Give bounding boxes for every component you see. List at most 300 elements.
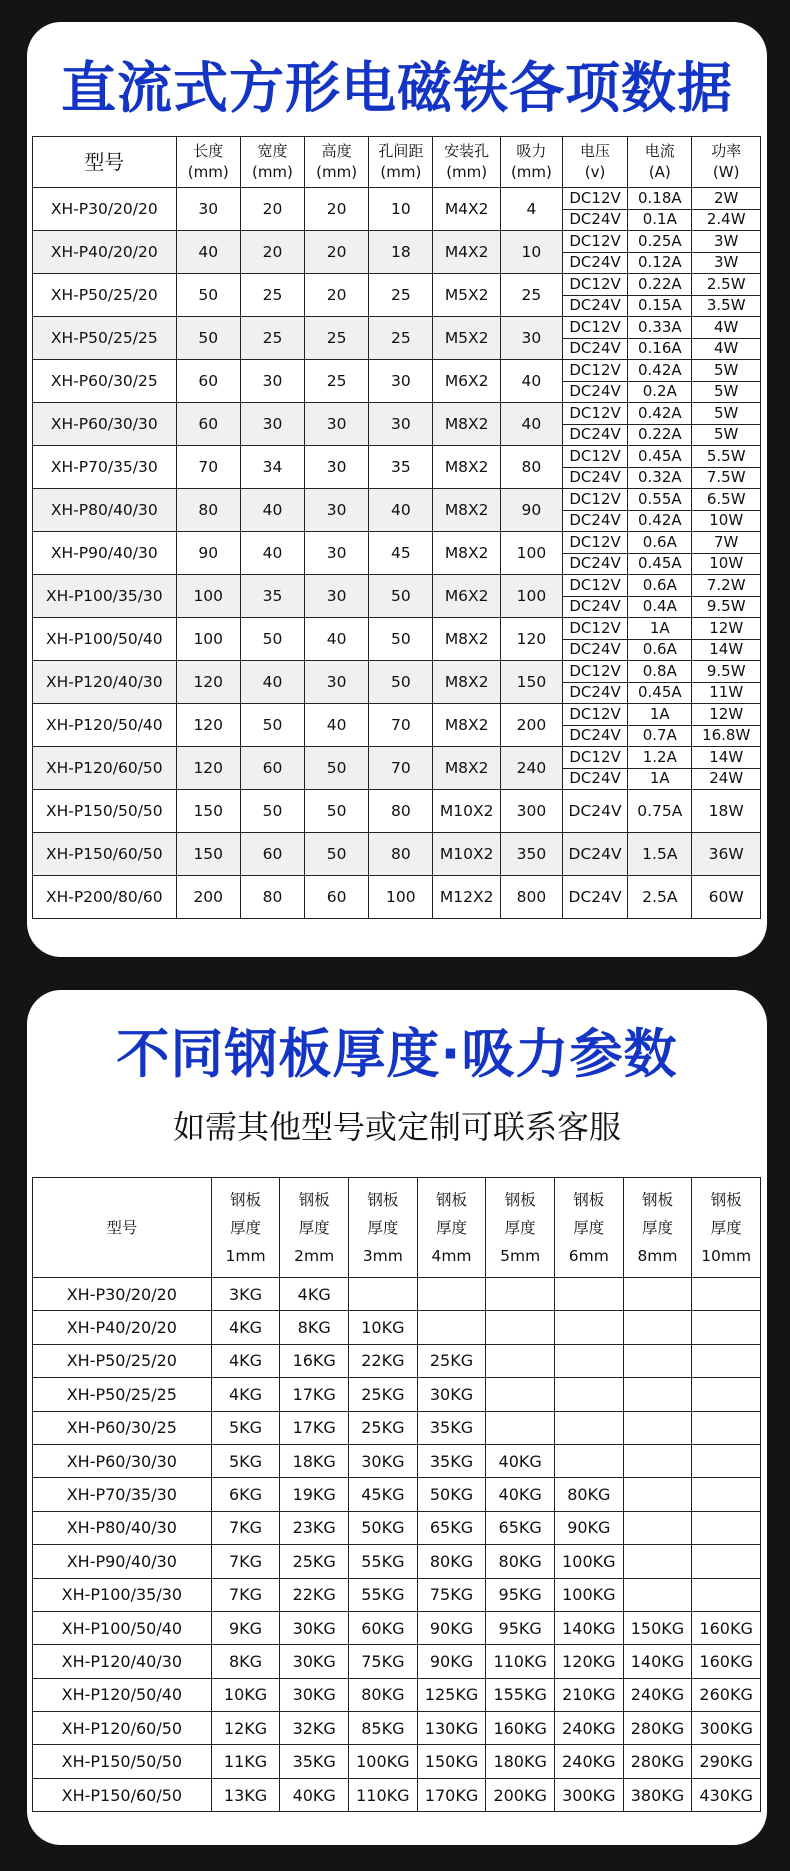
cell-voltage: DC24V — [562, 338, 627, 360]
table-row — [33, 231, 761, 253]
cell-mount-hole: M8X2 — [433, 704, 500, 747]
cell-width: 50 — [240, 618, 304, 661]
cell-power: 60W — [692, 876, 761, 919]
cell-force — [623, 1311, 692, 1344]
cell-force: 10 — [500, 231, 562, 274]
cell-force: 7KG — [211, 1511, 280, 1544]
cell-voltage: DC24V — [562, 467, 627, 489]
cell-force — [692, 1378, 761, 1411]
cell-force: 30 — [500, 317, 562, 360]
table-row — [33, 1278, 761, 1311]
cell-voltage: DC12V — [562, 661, 627, 683]
cell-force: 60KG — [349, 1611, 418, 1644]
cell-force: 300 — [500, 790, 562, 833]
cell-power: 10W — [692, 510, 761, 532]
cell-force: 7KG — [211, 1578, 280, 1611]
header-cell: 安装孔 (mm) — [433, 137, 500, 188]
cell-force: 4KG — [211, 1311, 280, 1344]
cell-mount-hole: M8X2 — [433, 446, 500, 489]
cell-model: XH-P120/60/50 — [33, 1712, 212, 1745]
cell-height: 50 — [305, 833, 369, 876]
cell-model: XH-P120/40/30 — [33, 661, 177, 704]
cell-voltage: DC24V — [562, 295, 627, 317]
cell-current: 0.15A — [628, 295, 692, 317]
cell-force: 90KG — [417, 1645, 486, 1678]
cell-current: 1A — [628, 704, 692, 726]
cell-voltage: DC12V — [562, 747, 627, 769]
cell-mount-hole: M8X2 — [433, 403, 500, 446]
table-row — [33, 1778, 761, 1811]
cell-current: 0.22A — [628, 424, 692, 446]
cell-length: 70 — [176, 446, 240, 489]
cell-mount-hole: M10X2 — [433, 833, 500, 876]
cell-force: 80KG — [417, 1545, 486, 1578]
cell-force: 17KG — [280, 1411, 349, 1444]
cell-force: 40KG — [486, 1444, 555, 1477]
cell-force: 290KG — [692, 1745, 761, 1778]
spec-card — [27, 22, 767, 957]
cell-force: 40 — [500, 403, 562, 446]
cell-force — [623, 1478, 692, 1511]
cell-force: 200KG — [486, 1778, 555, 1811]
cell-force: 8KG — [211, 1645, 280, 1678]
cell-model: XH-P120/50/40 — [33, 704, 177, 747]
cell-power: 3W — [692, 231, 761, 253]
cell-force: 16KG — [280, 1344, 349, 1377]
cell-force: 40KG — [486, 1478, 555, 1511]
cell-mount-hole: M6X2 — [433, 360, 500, 403]
cell-model: XH-P80/40/30 — [33, 489, 177, 532]
table-row — [33, 403, 761, 425]
cell-force: 75KG — [349, 1645, 418, 1678]
cell-width: 40 — [240, 489, 304, 532]
cell-current: 0.25A — [628, 231, 692, 253]
cell-force: 3KG — [211, 1278, 280, 1311]
cell-mount-hole: M4X2 — [433, 231, 500, 274]
cell-model: XH-P50/25/25 — [33, 317, 177, 360]
cell-force: 100 — [500, 532, 562, 575]
cell-voltage: DC24V — [562, 639, 627, 661]
cell-hole-spacing: 30 — [369, 403, 433, 446]
cell-force: 100KG — [349, 1745, 418, 1778]
cell-height: 25 — [305, 360, 369, 403]
cell-voltage: DC24V — [562, 424, 627, 446]
cell-current: 1.5A — [628, 833, 692, 876]
cell-model: XH-P100/50/40 — [33, 1611, 212, 1644]
cell-length: 60 — [176, 403, 240, 446]
cell-force: 25KG — [280, 1545, 349, 1578]
cell-length: 60 — [176, 360, 240, 403]
cell-force: 30KG — [349, 1444, 418, 1477]
cell-current: 0.7A — [628, 725, 692, 747]
cell-force: 380KG — [623, 1778, 692, 1811]
cell-current: 0.45A — [628, 446, 692, 468]
cell-current: 0.55A — [628, 489, 692, 511]
cell-model: XH-P150/60/50 — [33, 1778, 212, 1811]
cell-width: 40 — [240, 661, 304, 704]
cell-force: 30KG — [280, 1611, 349, 1644]
cell-force — [554, 1378, 623, 1411]
table-row — [33, 704, 761, 726]
cell-current: 1A — [628, 618, 692, 640]
table-row — [33, 618, 761, 640]
cell-force — [692, 1444, 761, 1477]
cell-height: 50 — [305, 790, 369, 833]
cell-force — [692, 1478, 761, 1511]
cell-width: 25 — [240, 317, 304, 360]
table-row — [33, 1578, 761, 1611]
cell-power: 2.5W — [692, 274, 761, 296]
cell-voltage: DC24V — [562, 596, 627, 618]
cell-length: 150 — [176, 790, 240, 833]
cell-power: 5W — [692, 381, 761, 403]
cell-force — [486, 1378, 555, 1411]
cell-width: 34 — [240, 446, 304, 489]
cell-model: XH-P60/30/30 — [33, 1444, 212, 1477]
cell-force: 240KG — [623, 1678, 692, 1711]
cell-current: 0.22A — [628, 274, 692, 296]
table-row — [33, 1444, 761, 1477]
cell-mount-hole: M4X2 — [433, 188, 500, 231]
cell-width: 20 — [240, 188, 304, 231]
cell-force: 430KG — [692, 1778, 761, 1811]
cell-hole-spacing: 45 — [369, 532, 433, 575]
spec-table-header — [33, 137, 761, 188]
cell-width: 35 — [240, 575, 304, 618]
cell-hole-spacing: 50 — [369, 618, 433, 661]
cell-current: 0.45A — [628, 553, 692, 575]
cell-hole-spacing: 100 — [369, 876, 433, 919]
cell-force: 30KG — [280, 1678, 349, 1711]
header-cell: 宽度 (mm) — [240, 137, 304, 188]
cell-model: XH-P60/30/30 — [33, 403, 177, 446]
cell-force: 4KG — [280, 1278, 349, 1311]
cell-force: 4 — [500, 188, 562, 231]
cell-force: 120KG — [554, 1645, 623, 1678]
cell-voltage: DC12V — [562, 489, 627, 511]
cell-width: 60 — [240, 747, 304, 790]
cell-force — [623, 1344, 692, 1377]
cell-force: 160KG — [692, 1645, 761, 1678]
cell-force: 7KG — [211, 1545, 280, 1578]
cell-mount-hole: M10X2 — [433, 790, 500, 833]
cell-force — [692, 1278, 761, 1311]
cell-model: XH-P40/20/20 — [33, 1311, 212, 1344]
cell-power: 9.5W — [692, 596, 761, 618]
cell-force: 155KG — [486, 1678, 555, 1711]
cell-mount-hole: M8X2 — [433, 618, 500, 661]
cell-force: 25KG — [417, 1344, 486, 1377]
cell-force: 240 — [500, 747, 562, 790]
table-row — [33, 1678, 761, 1711]
cell-force — [692, 1411, 761, 1444]
cell-force: 23KG — [280, 1511, 349, 1544]
cell-width: 20 — [240, 231, 304, 274]
cell-model: XH-P30/20/20 — [33, 1278, 212, 1311]
cell-width: 30 — [240, 403, 304, 446]
cell-voltage: DC12V — [562, 618, 627, 640]
cell-force: 35KG — [280, 1745, 349, 1778]
cell-power: 5W — [692, 403, 761, 425]
cell-power: 3W — [692, 252, 761, 274]
cell-voltage: DC24V — [562, 876, 627, 919]
force-title: 不同钢板厚度·吸力参数 — [116, 1024, 678, 1085]
cell-force — [623, 1444, 692, 1477]
cell-force: 25KG — [349, 1378, 418, 1411]
cell-force — [486, 1311, 555, 1344]
cell-height: 50 — [305, 747, 369, 790]
table-row — [33, 1611, 761, 1644]
cell-power: 10W — [692, 553, 761, 575]
cell-force — [554, 1444, 623, 1477]
cell-hole-spacing: 25 — [369, 274, 433, 317]
cell-current: 0.33A — [628, 317, 692, 339]
cell-force: 50KG — [349, 1511, 418, 1544]
cell-voltage: DC12V — [562, 231, 627, 253]
cell-voltage: DC12V — [562, 575, 627, 597]
cell-current: 0.18A — [628, 188, 692, 210]
cell-power: 5W — [692, 424, 761, 446]
cell-voltage: DC12V — [562, 704, 627, 726]
cell-force: 19KG — [280, 1478, 349, 1511]
cell-force: 260KG — [692, 1678, 761, 1711]
table-row — [33, 360, 761, 382]
cell-model: XH-P200/80/60 — [33, 876, 177, 919]
cell-force: 150KG — [623, 1611, 692, 1644]
cell-force: 22KG — [349, 1344, 418, 1377]
cell-force: 35KG — [417, 1411, 486, 1444]
cell-power: 7.2W — [692, 575, 761, 597]
spec-title: 直流式方形电磁铁各项数据 — [60, 56, 733, 120]
cell-force — [417, 1311, 486, 1344]
cell-height: 30 — [305, 489, 369, 532]
cell-hole-spacing: 40 — [369, 489, 433, 532]
header-cell: 钢板 厚度 10mm — [692, 1178, 761, 1278]
cell-voltage: DC12V — [562, 317, 627, 339]
cell-force: 65KG — [417, 1511, 486, 1544]
cell-force — [554, 1311, 623, 1344]
cell-force: 150 — [500, 661, 562, 704]
cell-force — [623, 1378, 692, 1411]
cell-force: 80KG — [349, 1678, 418, 1711]
cell-current: 0.2A — [628, 381, 692, 403]
cell-model: XH-P100/35/30 — [33, 1578, 212, 1611]
cell-power: 16.8W — [692, 725, 761, 747]
cell-mount-hole: M12X2 — [433, 876, 500, 919]
cell-height: 25 — [305, 317, 369, 360]
cell-model: XH-P100/35/30 — [33, 575, 177, 618]
cell-force: 40 — [500, 360, 562, 403]
table-row — [33, 1712, 761, 1745]
cell-force — [486, 1344, 555, 1377]
cell-force: 240KG — [554, 1712, 623, 1745]
cell-power: 12W — [692, 704, 761, 726]
cell-power: 18W — [692, 790, 761, 833]
cell-current: 0.6A — [628, 532, 692, 554]
header-cell: 钢板 厚度 1mm — [211, 1178, 280, 1278]
cell-hole-spacing: 50 — [369, 575, 433, 618]
cell-length: 90 — [176, 532, 240, 575]
header-cell: 钢板 厚度 2mm — [280, 1178, 349, 1278]
cell-current: 0.42A — [628, 510, 692, 532]
cell-force — [554, 1411, 623, 1444]
cell-height: 30 — [305, 403, 369, 446]
cell-model: XH-P70/35/30 — [33, 1478, 212, 1511]
cell-force: 90KG — [417, 1611, 486, 1644]
cell-length: 80 — [176, 489, 240, 532]
table-row — [33, 1411, 761, 1444]
cell-force: 25 — [500, 274, 562, 317]
cell-model: XH-P150/50/50 — [33, 1745, 212, 1778]
cell-force: 65KG — [486, 1511, 555, 1544]
header-cell: 电流 (A) — [628, 137, 692, 188]
header-cell: 钢板 厚度 8mm — [623, 1178, 692, 1278]
cell-current: 0.4A — [628, 596, 692, 618]
cell-height: 40 — [305, 618, 369, 661]
cell-force: 80KG — [554, 1478, 623, 1511]
header-cell: 长度 (mm) — [176, 137, 240, 188]
cell-force — [623, 1411, 692, 1444]
cell-force: 140KG — [623, 1645, 692, 1678]
cell-power: 12W — [692, 618, 761, 640]
table-row — [33, 1478, 761, 1511]
cell-width: 80 — [240, 876, 304, 919]
table-row — [33, 1745, 761, 1778]
header-cell: 功率 (W) — [692, 137, 761, 188]
cell-force: 150KG — [417, 1745, 486, 1778]
cell-force — [486, 1278, 555, 1311]
cell-voltage: DC12V — [562, 188, 627, 210]
cell-length: 40 — [176, 231, 240, 274]
cell-power: 11W — [692, 682, 761, 704]
cell-length: 120 — [176, 661, 240, 704]
header-cell: 钢板 厚度 4mm — [417, 1178, 486, 1278]
header-cell: 钢板 厚度 6mm — [554, 1178, 623, 1278]
cell-height: 40 — [305, 704, 369, 747]
cell-force: 160KG — [486, 1712, 555, 1745]
cell-power: 7.5W — [692, 467, 761, 489]
cell-force: 55KG — [349, 1578, 418, 1611]
cell-power: 36W — [692, 833, 761, 876]
cell-force: 100KG — [554, 1545, 623, 1578]
table-row — [33, 1311, 761, 1344]
header-cell: 高度 (mm) — [305, 137, 369, 188]
cell-model: XH-P120/50/40 — [33, 1678, 212, 1711]
cell-hole-spacing: 10 — [369, 188, 433, 231]
cell-mount-hole: M6X2 — [433, 575, 500, 618]
cell-force: 140KG — [554, 1611, 623, 1644]
cell-hole-spacing: 70 — [369, 704, 433, 747]
cell-force — [486, 1411, 555, 1444]
cell-model: XH-P50/25/20 — [33, 274, 177, 317]
cell-force: 100 — [500, 575, 562, 618]
cell-hole-spacing: 18 — [369, 231, 433, 274]
cell-height: 30 — [305, 532, 369, 575]
cell-model: XH-P50/25/20 — [33, 1344, 212, 1377]
cell-force: 90KG — [554, 1511, 623, 1544]
cell-force: 6KG — [211, 1478, 280, 1511]
cell-force: 35KG — [417, 1444, 486, 1477]
table-row — [33, 274, 761, 296]
cell-force — [623, 1511, 692, 1544]
cell-force: 10KG — [211, 1678, 280, 1711]
cell-width: 40 — [240, 532, 304, 575]
cell-length: 120 — [176, 704, 240, 747]
cell-power: 2.4W — [692, 209, 761, 231]
cell-voltage: DC12V — [562, 274, 627, 296]
cell-width: 60 — [240, 833, 304, 876]
cell-current: 0.6A — [628, 639, 692, 661]
force-subtitle: 如需其他型号或定制可联系客服 — [172, 1108, 621, 1146]
cell-model: XH-P70/35/30 — [33, 446, 177, 489]
cell-power: 14W — [692, 747, 761, 769]
cell-model: XH-P40/20/20 — [33, 231, 177, 274]
cell-hole-spacing: 70 — [369, 747, 433, 790]
cell-voltage: DC24V — [562, 790, 627, 833]
cell-hole-spacing: 50 — [369, 661, 433, 704]
cell-height: 20 — [305, 188, 369, 231]
cell-length: 30 — [176, 188, 240, 231]
cell-hole-spacing: 25 — [369, 317, 433, 360]
cell-power: 4W — [692, 338, 761, 360]
cell-height: 20 — [305, 231, 369, 274]
cell-force — [554, 1344, 623, 1377]
cell-mount-hole: M8X2 — [433, 661, 500, 704]
cell-force: 240KG — [554, 1745, 623, 1778]
table-row — [33, 1545, 761, 1578]
cell-mount-hole: M8X2 — [433, 532, 500, 575]
cell-power: 4W — [692, 317, 761, 339]
table-row — [33, 1645, 761, 1678]
cell-force — [692, 1311, 761, 1344]
cell-force: 180KG — [486, 1745, 555, 1778]
cell-force: 280KG — [623, 1712, 692, 1745]
cell-model: XH-P60/30/25 — [33, 1411, 212, 1444]
cell-force: 5KG — [211, 1411, 280, 1444]
cell-force: 160KG — [692, 1611, 761, 1644]
cell-force: 32KG — [280, 1712, 349, 1745]
table-row — [33, 1344, 761, 1377]
cell-current: 0.8A — [628, 661, 692, 683]
cell-force: 45KG — [349, 1478, 418, 1511]
table-row — [33, 833, 761, 876]
cell-force: 5KG — [211, 1444, 280, 1477]
cell-height: 30 — [305, 446, 369, 489]
table-row — [33, 661, 761, 683]
cell-width: 50 — [240, 790, 304, 833]
force-table-header — [33, 1178, 761, 1278]
cell-width: 30 — [240, 360, 304, 403]
cell-force: 30KG — [417, 1378, 486, 1411]
cell-force: 120 — [500, 618, 562, 661]
cell-mount-hole: M8X2 — [433, 489, 500, 532]
cell-force: 22KG — [280, 1578, 349, 1611]
table-row — [33, 188, 761, 210]
cell-hole-spacing: 80 — [369, 790, 433, 833]
cell-force: 350 — [500, 833, 562, 876]
cell-force: 90 — [500, 489, 562, 532]
cell-voltage: DC12V — [562, 403, 627, 425]
cell-force: 80 — [500, 446, 562, 489]
header-cell: 型号 — [33, 1178, 212, 1278]
cell-length: 150 — [176, 833, 240, 876]
cell-width: 25 — [240, 274, 304, 317]
cell-power: 6.5W — [692, 489, 761, 511]
cell-force: 25KG — [349, 1411, 418, 1444]
cell-force: 100KG — [554, 1578, 623, 1611]
cell-force — [692, 1545, 761, 1578]
table-row — [33, 446, 761, 468]
